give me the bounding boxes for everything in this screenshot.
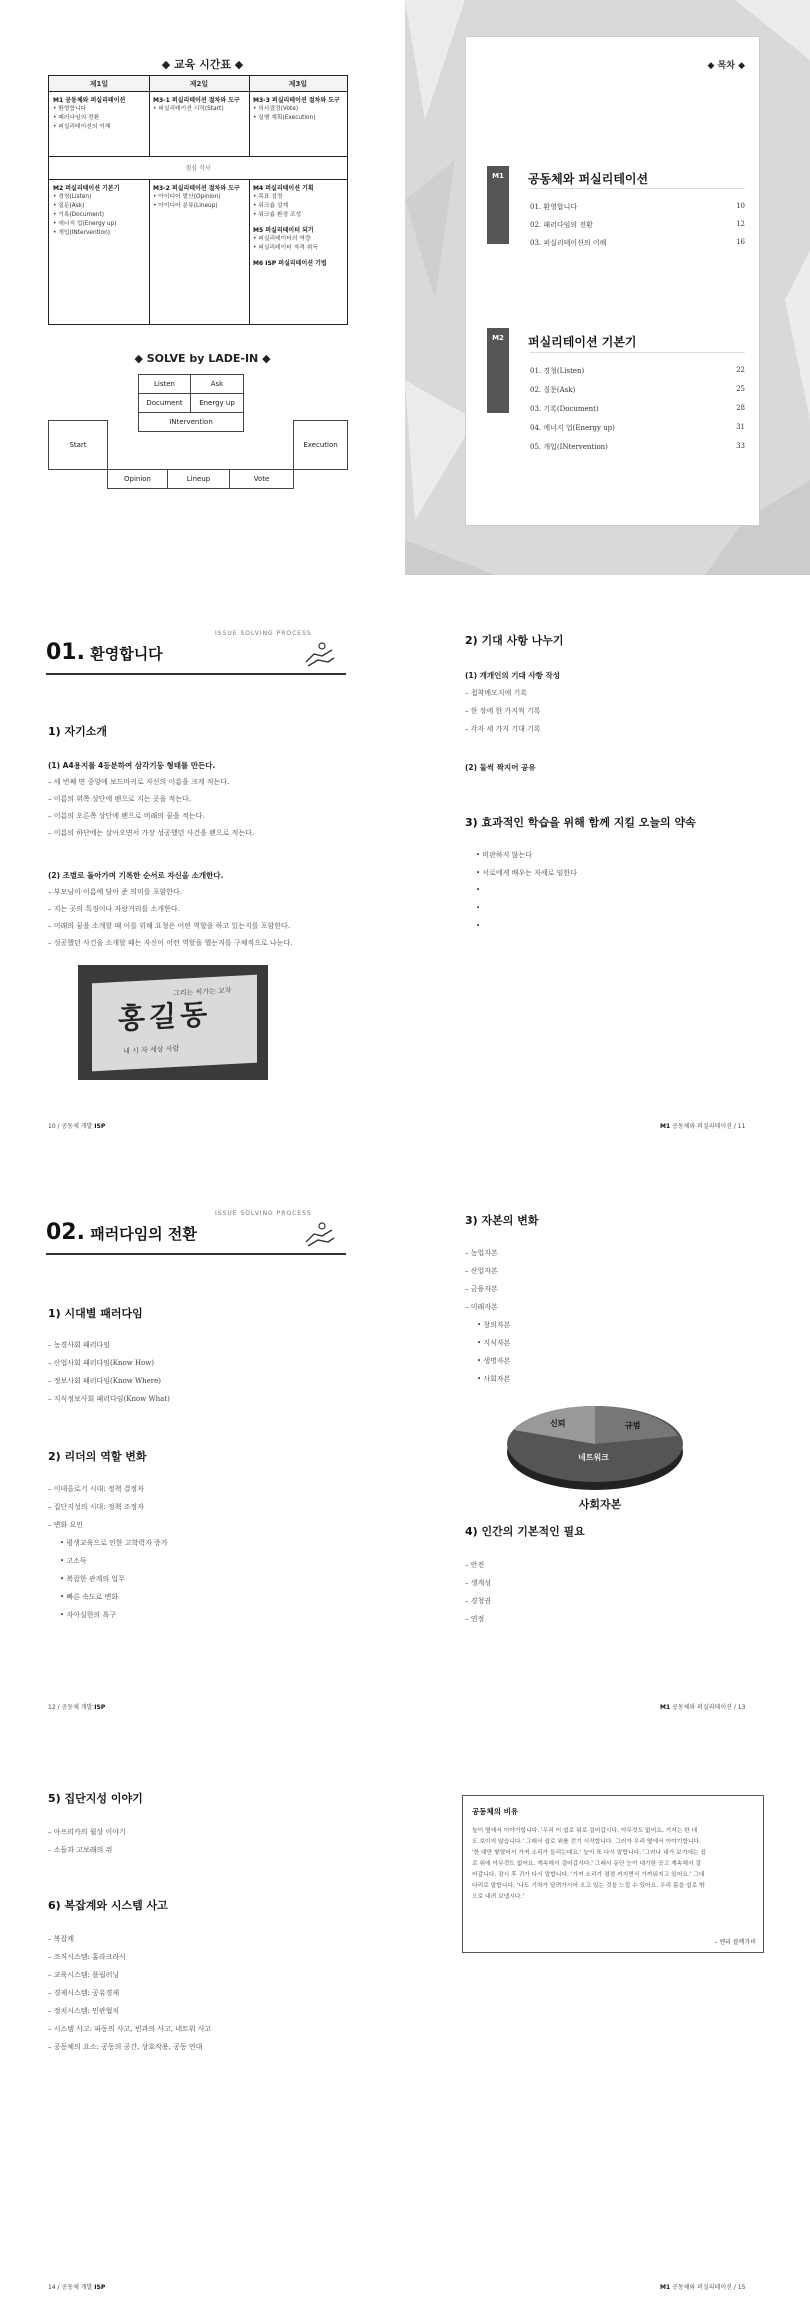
toc-m2-item[interactable]: 03. 기록(Document) 28 <box>530 404 745 413</box>
list-item: • 평생교육으로 인한 고학력자 증가 <box>60 1539 168 1547</box>
list-item: – 시스템 사고: 파동의 사고, 빈과의 사고, 네트워 사고 <box>48 2025 212 2033</box>
energy-up-box: Energy up <box>190 393 244 413</box>
schedule-table <box>48 75 348 325</box>
day-3-header: 제3일 <box>288 80 308 88</box>
list-item: – 공동체의 요소: 공동의 공간, 상호작용, 공동 연대 <box>48 2043 203 2051</box>
quote-body: 늪이 옆에서 이야기합니다. '우리 이 쉼로 뭐로 걸어갑시다. 아무것도 없어요, 기저는 한 대 도 보이지 않습니다.' 그래서 쉼로 위를 걷기 시작합니다. 그러자 우리 옆에서 이야기합니다. '한 대만 쌓였어서 가져 소리가 들리는데요.' 늪이 또 다시 말합니다. '그러나 내가 보기에는 쉼 로 위에 아무것도 없어요. 계속해서 걸어갑시다.' 그래서 동안 눈이 대기한 곳고 계속해서 걸 어갑니다. 잠시 후 귀가 다시 말합니다. '가져 소리가 점점 커지면서 가까워지고 있어요.' 그대 다리로 말합니다. '나도 기차가 달려가시어 오고 있는 것을 느낄 수 있어요. 우리 몸을 쉼로 밖 으로 내려 보냅시다.' <box>472 1828 707 1900</box>
subsection-heading: (2) 둘씩 짝지어 공유 <box>465 763 536 772</box>
list-item: – 산업자본 <box>465 1267 498 1275</box>
m2-title: 퍼실리테이션 기본기 <box>528 335 637 349</box>
page-footer-left: 10 / 공동체 개발 ISP <box>48 1123 106 1130</box>
opinion-box: Opinion <box>107 469 168 489</box>
section-heading: 1) 자기소개 <box>48 725 108 738</box>
list-item: • 비판하지 않는다 <box>476 851 532 859</box>
list-item: – 정치시스템: 민관협치 <box>48 2007 120 2015</box>
list-item: – 미래의 꿈을 소개할 때 이를 위해 요청은 어떤 역할을 하고 있는지를 포함한다. <box>48 922 291 930</box>
section-heading: 3) 자본의 변화 <box>465 1214 539 1227</box>
list-item: – 지는 곳의 특징이나 자랑거리를 소개한다. <box>48 905 180 913</box>
am-day3: M3-3 퍼실리테이션 절차와 도구 • 의사결정(Vote) • 실행 계획(Execution) <box>253 97 340 121</box>
section-heading: 3) 효과적인 학습을 위해 함께 지킬 오늘의 약속 <box>465 816 696 829</box>
toc-m1-item[interactable]: 01. 환영합니다 10 <box>530 202 745 211</box>
subsection-heading: (2) 조별로 돌아가며 기록한 순서로 자신을 소개한다. <box>48 871 224 880</box>
schedule-title: ◆ 교육 시간표 ◆ <box>161 58 244 71</box>
list-item: – 이름의 위쪽 상단에 펜으로 지는 곳을 적는다. <box>48 795 192 803</box>
quote-source: – 엔리 블랙가비 <box>714 1939 756 1946</box>
execution-box: Execution <box>293 420 348 470</box>
intervention-box: INtervention <box>138 412 244 432</box>
list-item: – 정보사회 패러다임(Know Where) <box>48 1377 162 1385</box>
list-item: – 이름의 하단에는 살아오면서 가장 성공했던 사건을 펜으로 적는다. <box>48 829 255 837</box>
ask-box: Ask <box>190 374 244 394</box>
section-heading: 4) 인간의 기본적인 필요 <box>465 1525 585 1538</box>
lunch-label: 점심 식사 <box>185 165 211 172</box>
document-box: Document <box>138 393 191 413</box>
section-heading: 1) 시대별 패러다임 <box>48 1307 143 1320</box>
list-item: – 소들과 고보래의 쥐 <box>48 1846 113 1854</box>
section-heading: 2) 기대 사항 나누기 <box>465 634 564 647</box>
toc-m2-item[interactable]: 02. 질문(Ask) 25 <box>530 385 745 394</box>
vote-box: Vote <box>229 469 294 489</box>
list-item: – 이데올로기 시대: 정책 결정자 <box>48 1485 144 1493</box>
list-item: – 금융자본 <box>465 1285 498 1293</box>
listen-box: Listen <box>138 374 191 394</box>
schedule-header <box>49 76 347 92</box>
page-footer-left: 14 / 공동체 개발 ISP <box>48 2284 106 2291</box>
m1-tab: M1 <box>487 166 509 244</box>
pie-label: 신뢰 <box>550 1419 566 1428</box>
list-item: – 이름의 오른쪽 상단에 펜으로 비래의 꿈을 적는다. <box>48 812 205 820</box>
list-item: • 사회자본 <box>477 1375 511 1383</box>
list-item: – 생계성 <box>465 1579 492 1587</box>
toc-m2-item[interactable]: 04. 에너지 업(Energy up) 31 <box>530 423 745 432</box>
solve-title: ◆ SOLVE by LADE-IN ◆ <box>134 352 271 365</box>
toc-m1-item[interactable]: 03. 퍼실리테이션의 이해 16 <box>530 238 745 247</box>
list-item: – 변화 요인 <box>48 1521 83 1529</box>
day-2-header: 제2일 <box>189 80 209 88</box>
toc-m2-item[interactable]: 01. 경청(Listen) 22 <box>530 366 745 375</box>
list-item: • 자아실현의 욕구 <box>60 1611 116 1619</box>
list-item: – 농업자본 <box>465 1249 498 1257</box>
subsection-heading: (1) A4용지를 4등분하여 삼각기둥 형태를 만든다. <box>48 761 216 770</box>
m1-title: 공동체와 퍼실리테이션 <box>528 172 649 186</box>
list-item: • 빠른 속도로 변화 <box>60 1593 119 1601</box>
list-item: – 접착메모지에 기록 <box>465 689 528 697</box>
toc-m1-item[interactable]: 02. 패러다임의 전환 12 <box>530 220 745 229</box>
page-footer-left: 12 / 공동체 개발 ISP <box>48 1704 106 1711</box>
toc-m2-item[interactable]: 05. 개입(INtervention) 33 <box>530 442 745 451</box>
pie-label: 규범 <box>625 1421 641 1430</box>
section-heading: 6) 복잡계와 시스템 사고 <box>48 1899 168 1912</box>
list-item: – 산업사회 패러다임(Know How) <box>48 1359 154 1367</box>
list-item: • <box>476 922 481 930</box>
list-item: – 집단지성의 시대: 정책 조정자 <box>48 1503 144 1511</box>
list-item: • 서로에게 배우는 자세로 임한다 <box>476 869 577 877</box>
toc-label: ◆ 목차 ◆ <box>707 61 745 71</box>
m2-tab: M2 <box>487 328 509 413</box>
list-item: – 아프리카의 월상 이야기 <box>48 1828 126 1836</box>
list-item: • <box>476 886 481 894</box>
section-heading: 2) 리더의 역할 변화 <box>48 1450 147 1463</box>
list-item: – 안전 <box>465 1561 485 1569</box>
pie-label: 네트워크 <box>578 1453 609 1462</box>
list-item: – 성공했던 사건을 소개할 때는 자신이 어떤 역할을 했는지를 구체적으로 나눈다. <box>48 939 293 947</box>
list-item: – 세 번째 면 중앙에 보드마커로 자신의 이름을 크게 적는다. <box>48 778 230 786</box>
hands-icon <box>302 640 338 670</box>
list-item: • 고소득 <box>60 1557 87 1565</box>
list-item: – 각자 세 가지 기대 기록 <box>465 725 541 733</box>
pm-day3: M4 퍼실리테이션 기획 • 목표 설정 • 워크숍 설계 • 워크숍 환경 조성 M5 퍼실리테이터 되기 • 퍼실리테이터의 역량 • 퍼실리테이터 자격 취득 M6 ISP 퍼실리테이션 기법 <box>253 185 327 267</box>
list-item: – 지식정보사회 패러다임(Know What) <box>48 1395 170 1403</box>
social-capital-pie <box>500 1400 690 1500</box>
list-item: – 복잡계 <box>48 1935 75 1943</box>
list-item: – 농경사회 패러다임 <box>48 1341 111 1349</box>
section-heading: 5) 집단지성 이야기 <box>48 1792 143 1805</box>
list-item: • 생명자본 <box>477 1357 511 1365</box>
toc-card <box>465 36 760 526</box>
list-item: – 미래자본 <box>465 1303 498 1311</box>
list-item: – 교육시스템: 플립러닝 <box>48 1971 120 1979</box>
day-1-header: 제1일 <box>89 80 109 88</box>
pie-caption: 사회자본 <box>578 1498 622 1511</box>
list-item: – 한 장에 한 가지씩 기록 <box>465 707 541 715</box>
list-item: • 복잡한 관계의 업무 <box>60 1575 125 1583</box>
eyebrow: ISSUE SOLVING PROCESS <box>215 630 312 637</box>
hands-icon <box>302 1220 338 1250</box>
list-item: • 창의자본 <box>477 1321 511 1329</box>
eyebrow: ISSUE SOLVING PROCESS <box>215 1210 312 1217</box>
lineup-box: Lineup <box>167 469 230 489</box>
am-day1: M1 공동체와 퍼실리테이션 • 환영합니다 • 패러다임의 전환 • 퍼실리테이션의 이해 <box>53 97 126 130</box>
start-box: Start <box>48 420 108 470</box>
list-item: • <box>476 904 481 912</box>
list-item: – 부모님이 이름에 담아 준 의미를 포함한다. <box>48 888 183 896</box>
pm-day2: M3-2 퍼실리테이션 절차와 도구 • 아이디어 발산(Opinion) • 아이디어 분류(Lineup) <box>153 185 240 209</box>
list-item: – 경청권 <box>465 1597 492 1605</box>
page-footer-right: M1 공동체와 퍼실리테이션 / 11 <box>660 1123 746 1130</box>
chapter-title: 01. 환영합니다 <box>46 640 163 665</box>
page-footer-right: M1 공동체와 퍼실리테이션 / 15 <box>660 2284 746 2291</box>
quote-title: 공동체의 비유 <box>472 1807 519 1816</box>
nameplate-photo: 그리는 씨가는 교차 홍길동 내 시 자 세상 사람 <box>78 965 268 1080</box>
chapter-title: 02. 패러다임의 전환 <box>46 1220 197 1245</box>
page-footer-right: M1 공동체와 퍼실리테이션 / 13 <box>660 1704 746 1711</box>
am-day2: M3-1 퍼실리테이션 절차와 도구 • 퍼실리테이션 시작(Start) <box>153 97 240 112</box>
list-item: – 조직시스템: 홀라크라시 <box>48 1953 126 1961</box>
pm-day1: M2 퍼실리테이션 기본기 • 경청(Listen) • 질문(Ask) • 기록(Document) • 에너지 업(Energy up) • 개입(INtervention) <box>53 185 120 236</box>
subsection-heading: (1) 개개인의 기대 사항 작성 <box>465 671 560 680</box>
list-item: • 지식자본 <box>477 1339 511 1347</box>
list-item: – 경제시스템: 공유경제 <box>48 1989 120 1997</box>
list-item: – 연정 <box>465 1615 485 1623</box>
